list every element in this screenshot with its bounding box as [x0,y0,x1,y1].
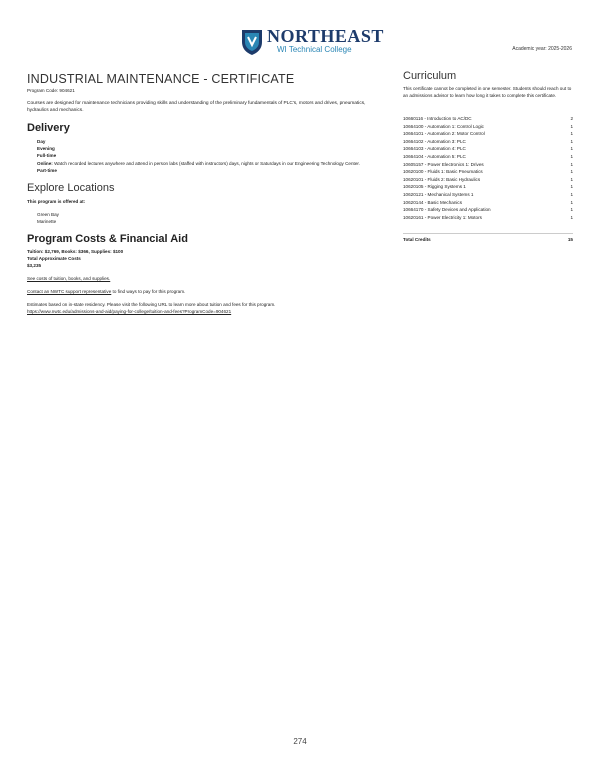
course-name: 10620101 - Fluids 2: Basic Hydraulics [403,176,481,182]
course-row [403,161,573,169]
course-row [403,183,573,191]
course-row [403,168,573,176]
curriculum-panel [403,70,573,242]
delivery-parttime: Part-time [37,167,57,173]
course-row [403,130,573,138]
course-name: 10660116 - Introduction to AC/DC [403,116,472,121]
estimates-text: Estimates based on in-state residency. Please visit the following URL to learn more about tuition and fees for this program. [27,302,276,308]
course-credits: 1 [570,161,573,167]
course-credits: 2 [570,116,573,121]
course-credits: 1 [570,191,573,197]
course-name: 10605157 - Power Electronics 1: Drives [403,161,484,167]
course-credits: 1 [570,184,573,190]
course-name: 10620121 - Mechanical Systems 1 [403,191,474,197]
page-number: 274 [293,737,307,746]
curriculum-heading: Curriculum [403,70,457,82]
delivery-fulltime: Full-time [37,153,57,159]
course-credits: 1 [570,176,573,182]
shield-logo-icon [241,28,263,56]
delivery-evening: Evening [37,146,55,152]
course-name: 10620100 - Fluids 1: Basic Pneumatics [403,169,483,175]
course-credits: 1 [570,123,573,129]
course-name: 10664170 - Safety Devices and Application [403,207,491,213]
course-row [403,153,573,161]
delivery-heading: Delivery [27,122,70,134]
course-credits: 1 [570,199,573,205]
total-credits-row [403,237,573,242]
course-row [403,176,573,184]
course-name: 10664102 - Automation 3: PLC [403,138,466,144]
course-credits: 1 [570,169,573,175]
location-item: Green Bay [37,212,59,218]
delivery-online-label: Online: [37,160,53,166]
course-credits: 1 [570,131,573,137]
course-name: 10620161 - Power Electricity 1: Motors [403,214,482,220]
course-row [403,115,573,123]
course-credits: 1 [570,207,573,213]
course-name: 10664104 - Automation 5: PLC [403,153,466,159]
course-row [403,145,573,153]
course-credits: 1 [570,214,573,220]
see-costs-link[interactable]: See costs of tuition, books, and supplies. [27,276,111,282]
page-title: INDUSTRIAL MAINTENANCE - CERTIFICATE [27,72,295,86]
course-name: 10620105 - Rigging Systems 1 [403,184,466,190]
contact-support-link[interactable]: Contact an NWTC support representative [27,289,112,295]
delivery-day: Day [37,139,46,144]
delivery-online [37,160,365,167]
course-name: 10664103 - Automation 4: PLC [403,146,466,152]
total-costs-label: Total Approximate Costs [27,256,81,262]
curriculum-divider [403,233,573,234]
course-name: 10620144 - Basic Mechanics [403,199,462,205]
course-name: 10664100 - Automation 1: Control Logic [403,123,484,129]
course-row [403,206,573,214]
course-row [403,191,573,199]
delivery-online-text: Watch recorded lectures anywhere and attend in person labs (staffed with instructors) days, nights or Saturdays in our Engineering Technology Center. [52,160,360,166]
course-credits: 1 [570,146,573,152]
locations-list [27,211,365,225]
contact-rest-text: to find ways to pay for this program. [111,289,186,295]
curriculum-note: This certificate cannot be completed in one semester. Students should reach out to an admissions advisor to learn how long it takes to complete this certificate. [403,86,572,98]
course-credits: 1 [570,153,573,159]
total-costs-value: $3,235 [27,263,42,269]
logo-subtitle: WI Technical College [277,45,352,54]
course-credits: 1 [570,138,573,144]
total-credits-label: Total Credits [403,237,431,243]
costs-heading: Program Costs & Financial Aid [27,233,188,246]
course-row [403,199,573,207]
program-intro: Courses are designed for maintenance technicians providing skills and understanding of the preliminary fundamentals of PLC's, motors and drives, pneumatics, hydraulics and mechanics. [27,101,366,113]
logo-name: NORTHEAST [267,26,384,46]
location-item: Marinette [37,219,57,225]
locations-heading: Explore Locations [27,182,115,195]
course-name: 10664101 - Automation 2: Motor Control [403,131,485,137]
tuition-line: Tuition: $2,769, Books: $366, Supplies: $100 [27,249,124,255]
total-credits-value: 15 [567,237,573,243]
course-row [403,123,573,131]
header-logo [241,26,384,56]
estimates-note [27,301,365,315]
delivery-list [27,138,365,174]
tuition-url-link[interactable]: https://www.nwtc.edu/admissions-and-aid/paying-for-college/tuition-and-fees?ProgramCode=904621 [27,309,232,315]
course-list [403,115,573,221]
academic-year: Academic year: 2025-2026 [512,46,572,52]
program-details [27,72,365,315]
course-row [403,138,573,146]
program-code: Program Code: 904621 [27,88,75,93]
course-row [403,214,573,222]
locations-offered-at: This program is offered at: [27,199,86,205]
